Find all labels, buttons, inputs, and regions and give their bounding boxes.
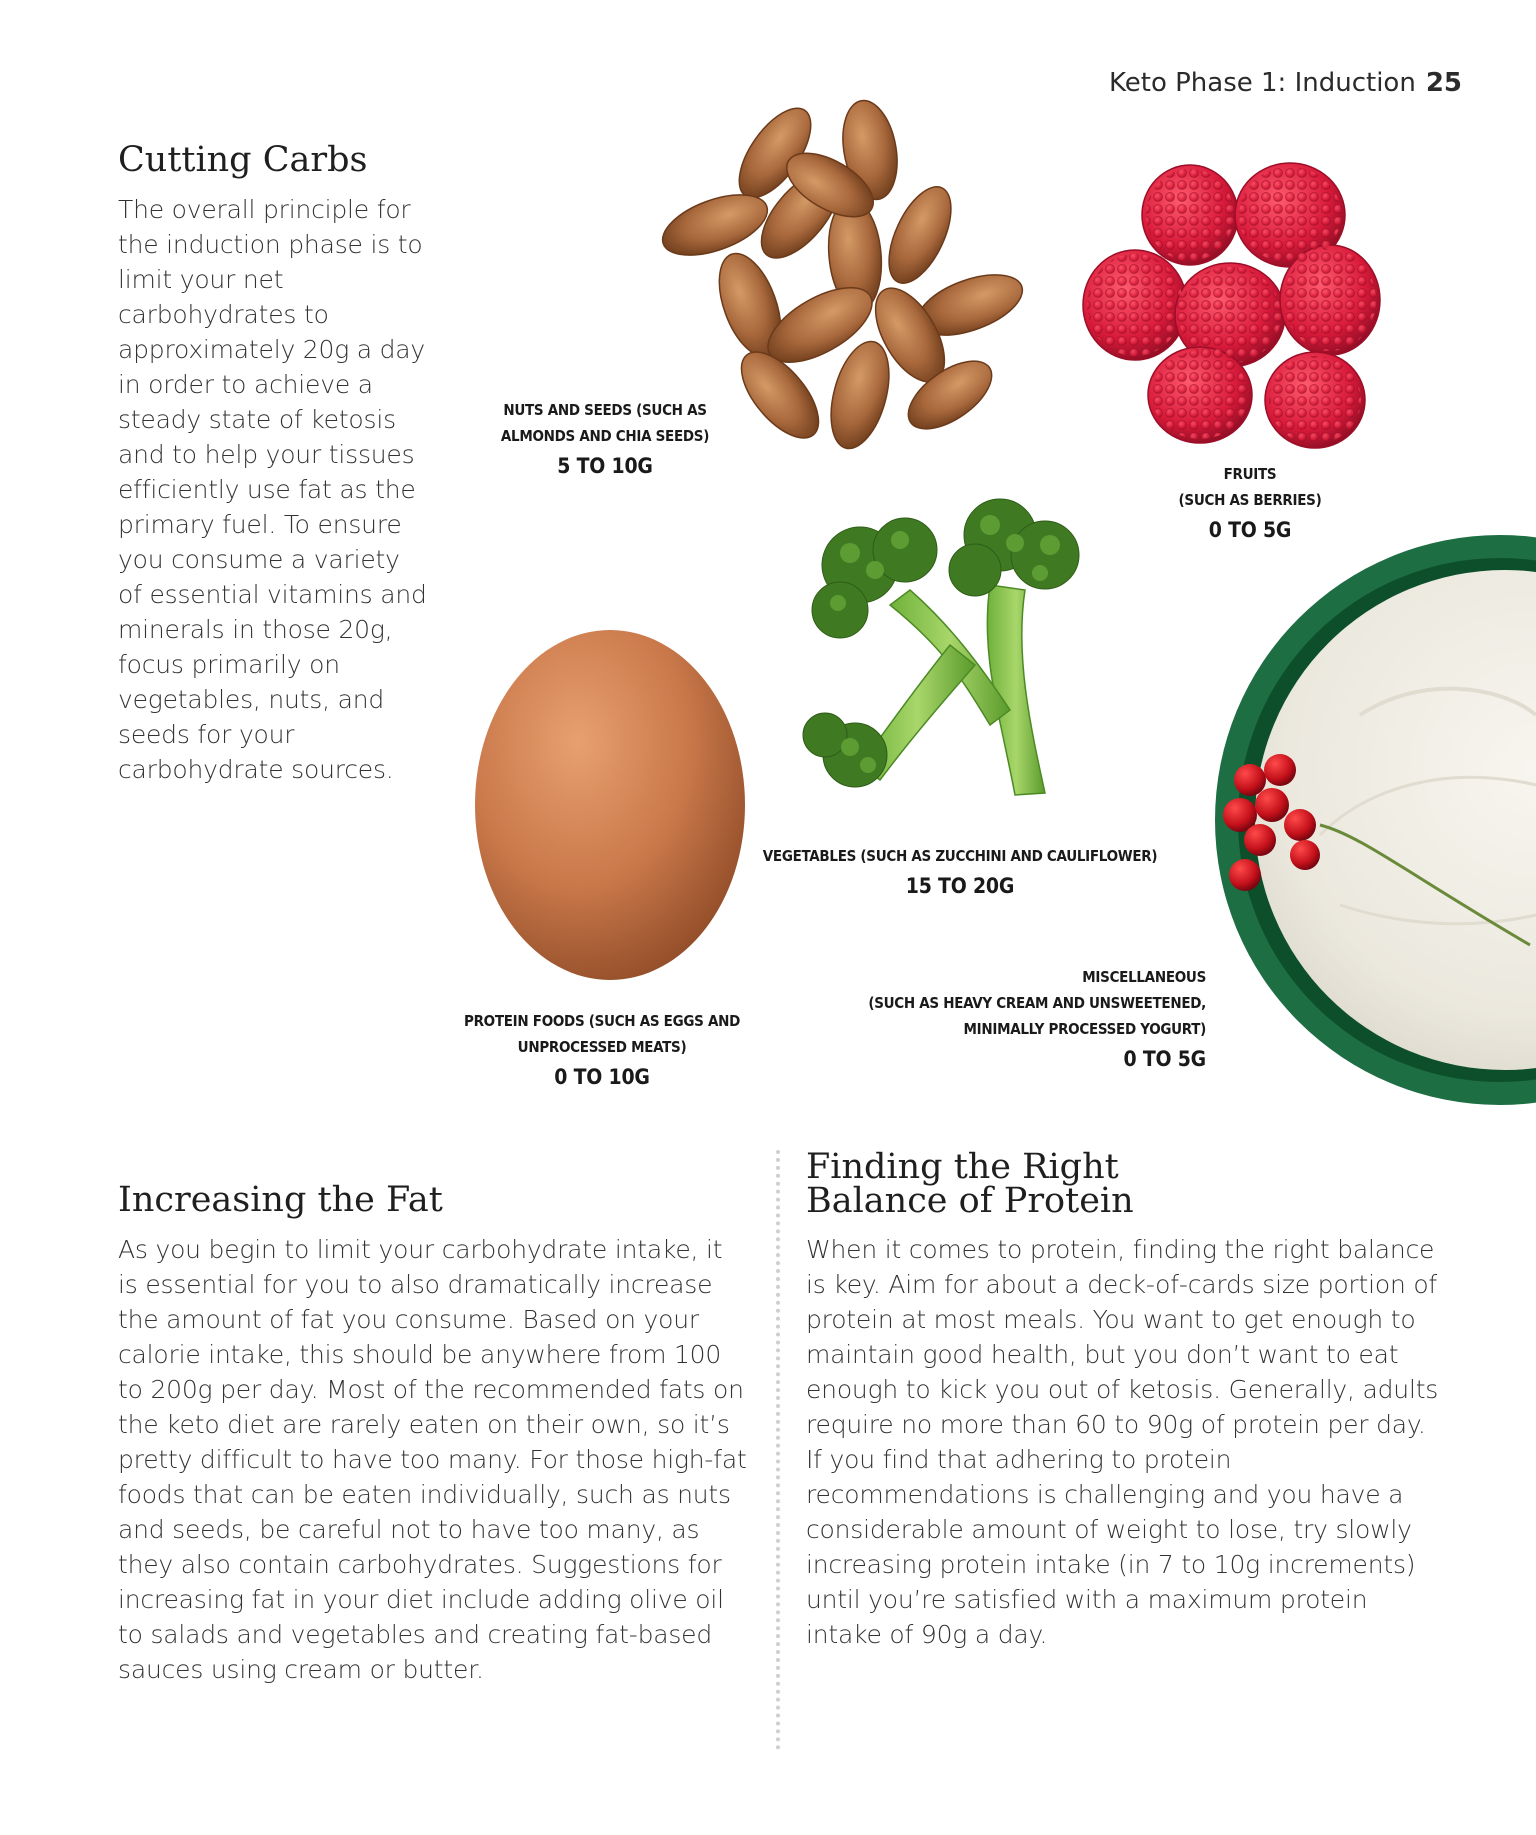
protein-balance-paragraph: When it comes to protein, finding the right balance is key. Aim for about a deck-of-cards size portion of protein at most meals. You want to get enough to maintain good health, but you don’t want to eat enough to kick you out of ketosis. Generally, adults require no more than 60 to 90g of protein per day. If you find that adhering to protein recommendations is challenging and you have a considerable amount of weight to lose, try slowly increasing protein intake (in 7 to 10g increments) until you’re satisfied with a maximum protein intake of 90g a day. [806, 1235, 1439, 1649]
vegetables-label-line1: VEGETABLES (SUCH AS ZUCCHINI AND CAULIFLOWER) [762, 847, 1158, 865]
protein-label-line2: UNPROCESSED MEATS) [517, 1038, 687, 1056]
protein-label-line1: PROTEIN FOODS (SUCH AS EGGS AND [464, 1012, 740, 1030]
misc-amount: 0 TO 5G [1123, 1047, 1206, 1071]
increasing-fat-paragraph: As you begin to limit your carbohydrate intake, it is essential for you to also dramatically increase the amount of fat you consume. Based on your calorie intake, this should be anywhere from 100 to 200g per day. Most of the recommended fats on the keto diet are rarely eaten on their own, so it’s pretty difficult to have too many. For those high-fat foods that can be eaten individually, such as nuts and seeds, be careful not to have too many, as they also contain carbohydrates. Suggestions for increasing fat in your diet include adding olive oil to salads and vegetables and creating fat-based sauces using cream or butter. [118, 1235, 747, 1684]
misc-label-line1: MISCELLANEOUS [1082, 968, 1206, 986]
running-header [1109, 68, 1462, 98]
misc-label-line2: (SUCH AS HEAVY CREAM AND UNSWEETENED, [868, 994, 1206, 1012]
nuts-label-line2: ALMONDS AND CHIA SEEDS) [500, 427, 710, 445]
fruits-label [1140, 461, 1360, 547]
misc-label [820, 964, 1206, 1076]
cutting-carbs-heading: Cutting Carbs [118, 140, 368, 180]
protein-balance-heading-line2: Balance of Protein [806, 1181, 1134, 1221]
nuts-label [480, 397, 730, 483]
section-title: Keto Phase 1: Induction [1109, 68, 1416, 98]
nuts-amount: 5 TO 10G [557, 454, 653, 478]
fruits-label-line1: FRUITS [1223, 465, 1277, 483]
protein-balance-heading [806, 1147, 1134, 1221]
column-divider [776, 1150, 780, 1750]
protein-label [452, 1008, 752, 1094]
fruits-amount: 0 TO 5G [1208, 518, 1292, 542]
protein-balance-heading-line1: Finding the Right [806, 1147, 1119, 1187]
cutting-carbs-paragraph: The overall principle for the induction phase is to limit your net carbohydrates to approximately 20g a day in order to achieve a steady state of ketosis and to help your tissues efficiently use fat as the primary fuel. To ensure you consume a variety of essential vitamins and minerals in those 20g, focus primarily on vegetables, nuts, and seeds for your carbohydrate sources. [118, 195, 427, 784]
vegetables-amount: 15 TO 20G [905, 874, 1015, 898]
fruits-label-line2: (SUCH AS BERRIES) [1178, 491, 1322, 509]
misc-label-line3: MINIMALLY PROCESSED YOGURT) [963, 1020, 1206, 1038]
vegetables-label [740, 843, 1180, 903]
protein-amount: 0 TO 10G [554, 1065, 650, 1089]
egg-image [465, 620, 755, 990]
increasing-fat-heading: Increasing the Fat [118, 1180, 443, 1220]
nuts-label-line1: NUTS AND SEEDS (SUCH AS [503, 401, 707, 419]
yogurt-bowl-image [1200, 535, 1536, 1095]
raspberries-image [1080, 155, 1390, 455]
broccoli-image [800, 495, 1110, 815]
page-number: 25 [1425, 68, 1462, 98]
